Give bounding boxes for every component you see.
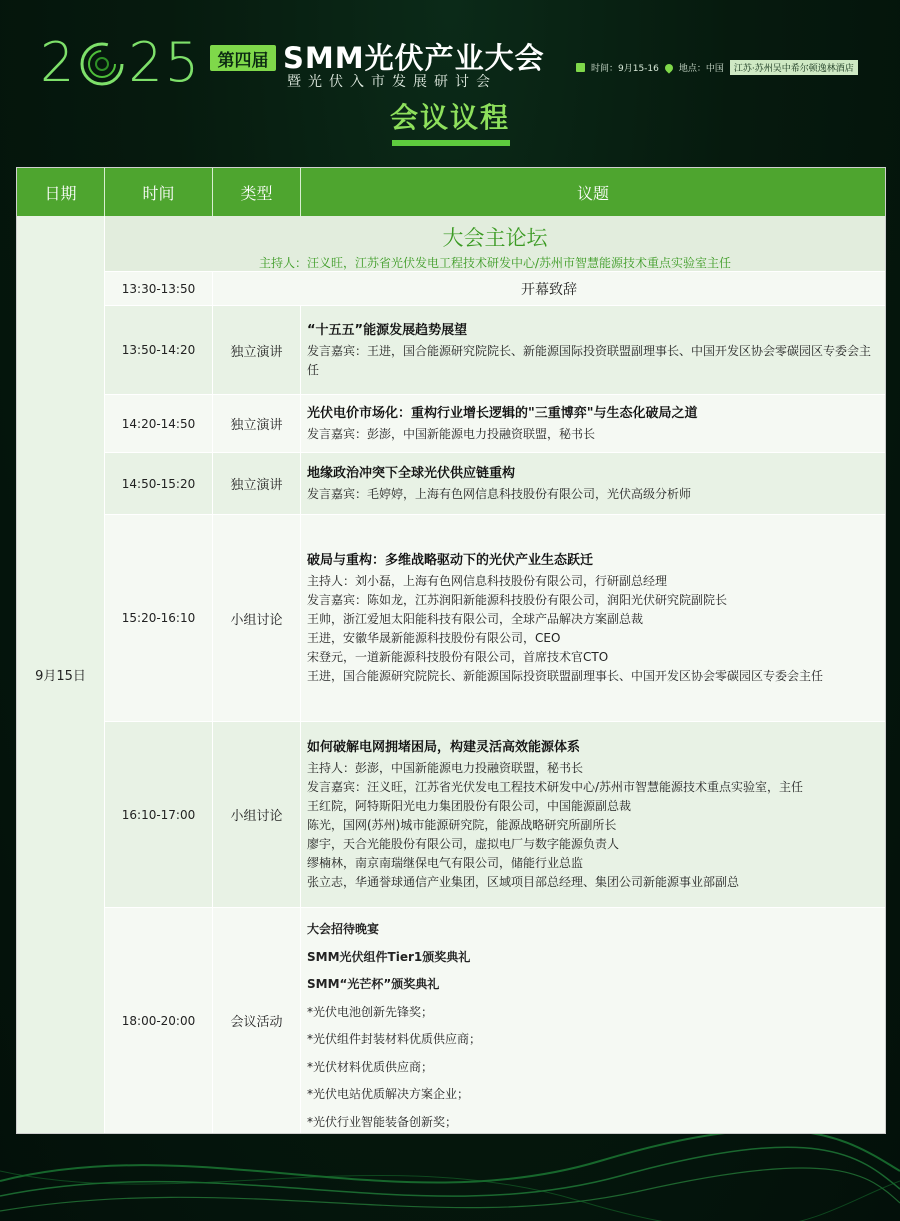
table-row-opening (105, 271, 885, 305)
date-cell: 9月15日 (17, 216, 105, 1133)
row-type: 会议活动 (213, 908, 301, 1133)
event-meta (576, 60, 858, 75)
row-topic (301, 453, 885, 514)
speaker-line: 宋登元，一道新能源科技股份有限公司，首席技术官CTO (307, 649, 609, 664)
speaker-line: 张立志，华通誉球通信产业集团，区域项目部总经理、集团公司新能源事业部副总 (307, 874, 740, 889)
speaker-line: 廖宇，天合光能股份有限公司，虚拟电厂与数字能源负责人 (307, 836, 620, 851)
location-pin-icon (663, 62, 674, 73)
topic-title: 破局与重构：多维战略驱动下的光伏产业生态跃迁 (307, 552, 594, 568)
row-topic (301, 908, 885, 1133)
table-row (105, 721, 885, 907)
row-topic (301, 722, 885, 907)
speaker-line: 陈光，国网(苏州)城市能源研究院，能源战略研究所副所长 (307, 817, 617, 832)
row-time: 15:20-16:10 (105, 515, 213, 721)
edition-badge: 第四届 (210, 45, 276, 71)
main-forum-banner (105, 216, 885, 271)
table-row (105, 514, 885, 721)
main-forum-title: 大会主论坛 (442, 226, 548, 250)
conference-subtitle: 暨光伏入市发展研讨会 (287, 74, 497, 90)
header-time: 时间 (105, 168, 213, 216)
row-time: 13:30-13:50 (105, 272, 213, 305)
table-row (105, 394, 885, 452)
award-item: *光伏行业智能装备创新奖； (307, 1114, 458, 1129)
row-time: 14:20-14:50 (105, 395, 213, 452)
event-item: 大会招待晚宴 (307, 922, 380, 936)
topic-title: 地缘政治冲突下全球光伏供应链重构 (307, 465, 516, 481)
header-date: 日期 (17, 168, 105, 216)
event-venue: 江苏·苏州吴中希尔顿逸林酒店 (730, 60, 858, 75)
table-row-evening (105, 907, 885, 1133)
event-time: 时间：9月15-16 (591, 64, 659, 74)
speaker-line: 发言嘉宾：王进，国合能源研究院院长、新能源国际投资联盟副理事长、中国开发区协会零碳园区专委会主任 (307, 343, 872, 377)
award-item: *光伏组件封装材料优质供应商； (307, 1032, 482, 1046)
speaker-line: 缪楠林，南京南瑞继保电气有限公司，储能行业总监 (307, 855, 584, 870)
row-time: 16:10-17:00 (105, 722, 213, 907)
row-topic: 开幕致辞 (521, 281, 577, 298)
speaker-line: 主持人：刘小磊，上海有色网信息科技股份有限公司，行研副总经理 (307, 573, 668, 588)
row-time: 18:00-20:00 (105, 908, 213, 1133)
header-topic: 议题 (576, 183, 609, 203)
header-type: 类型 (213, 168, 301, 216)
award-item: *光伏电池创新先锋奖； (307, 1004, 434, 1019)
year-logo: 2 25 (40, 30, 202, 94)
row-topic (301, 515, 885, 721)
row-topic (301, 306, 885, 394)
table-row (105, 452, 885, 514)
speaker-line: 发言嘉宾：汪义旺，江苏省光伏发电工程技术研发中心/苏州市智慧能源技术重点实验室，主任 (307, 779, 804, 794)
row-type: 小组讨论 (213, 722, 301, 907)
row-type: 独立演讲 (213, 306, 301, 394)
topic-title: 光伏电价市场化：重构行业增长逻辑的"三重博弈"与生态化破局之道 (307, 405, 698, 421)
event-location: 地点：中国 (678, 64, 724, 74)
agenda-table (16, 167, 886, 1134)
speaker-line: 王进，安徽华晟新能源科技股份有限公司，CEO (307, 630, 561, 645)
award-item: *光伏电站优质解决方案企业； (307, 1087, 470, 1101)
row-type: 小组讨论 (213, 515, 301, 721)
ring-zero-icon (78, 38, 126, 86)
speaker-line: 主持人：彭澎，中国新能源电力投融资联盟，秘书长 (307, 760, 584, 775)
title-underline (392, 140, 510, 146)
speaker-line: 王进，国合能源研究院院长、新能源国际投资联盟副理事长、中国开发区协会零碳园区专委会主任 (307, 668, 824, 683)
main-forum-host: 主持人：汪义旺，江苏省光伏发电工程技术研发中心/苏州市智慧能源技术重点实验室主任 (258, 256, 732, 270)
event-item: SMM“光芒杯”颁奖典礼 (307, 977, 440, 991)
conference-name: SMM光伏产业大会 (283, 41, 545, 75)
speaker-line: 王帅，浙江爱旭太阳能科技有限公司，全球产品解决方案副总裁 (307, 611, 644, 626)
row-time: 14:50-15:20 (105, 453, 213, 514)
table-header (17, 168, 885, 216)
speaker-line: 王红院，阿特斯阳光电力集团股份有限公司，中国能源副总裁 (307, 798, 632, 813)
page-header (0, 0, 900, 165)
speaker-line: 发言嘉宾：彭澎，中国新能源电力投融资联盟，秘书长 (307, 426, 596, 441)
agenda-title: 会议议程 (389, 101, 510, 134)
row-time: 13:50-14:20 (105, 306, 213, 394)
topic-title: “十五五”能源发展趋势展望 (307, 322, 468, 338)
row-type: 独立演讲 (213, 395, 301, 452)
event-item: SMM光伏组件Tier1颁奖典礼 (307, 949, 471, 964)
table-row (105, 305, 885, 394)
row-topic (301, 395, 885, 452)
topic-title: 如何破解电网拥堵困局，构建灵活高效能源体系 (307, 739, 581, 755)
speaker-line: 发言嘉宾：陈如龙，江苏润阳新能源科技股份有限公司，润阳光伏研究院副院长 (307, 592, 728, 607)
calendar-icon (576, 63, 585, 72)
award-item: *光伏材料优质供应商； (307, 1059, 434, 1074)
speaker-line: 发言嘉宾：毛婷婷，上海有色网信息科技股份有限公司，光伏高级分析师 (307, 486, 692, 501)
row-type: 独立演讲 (213, 453, 301, 514)
